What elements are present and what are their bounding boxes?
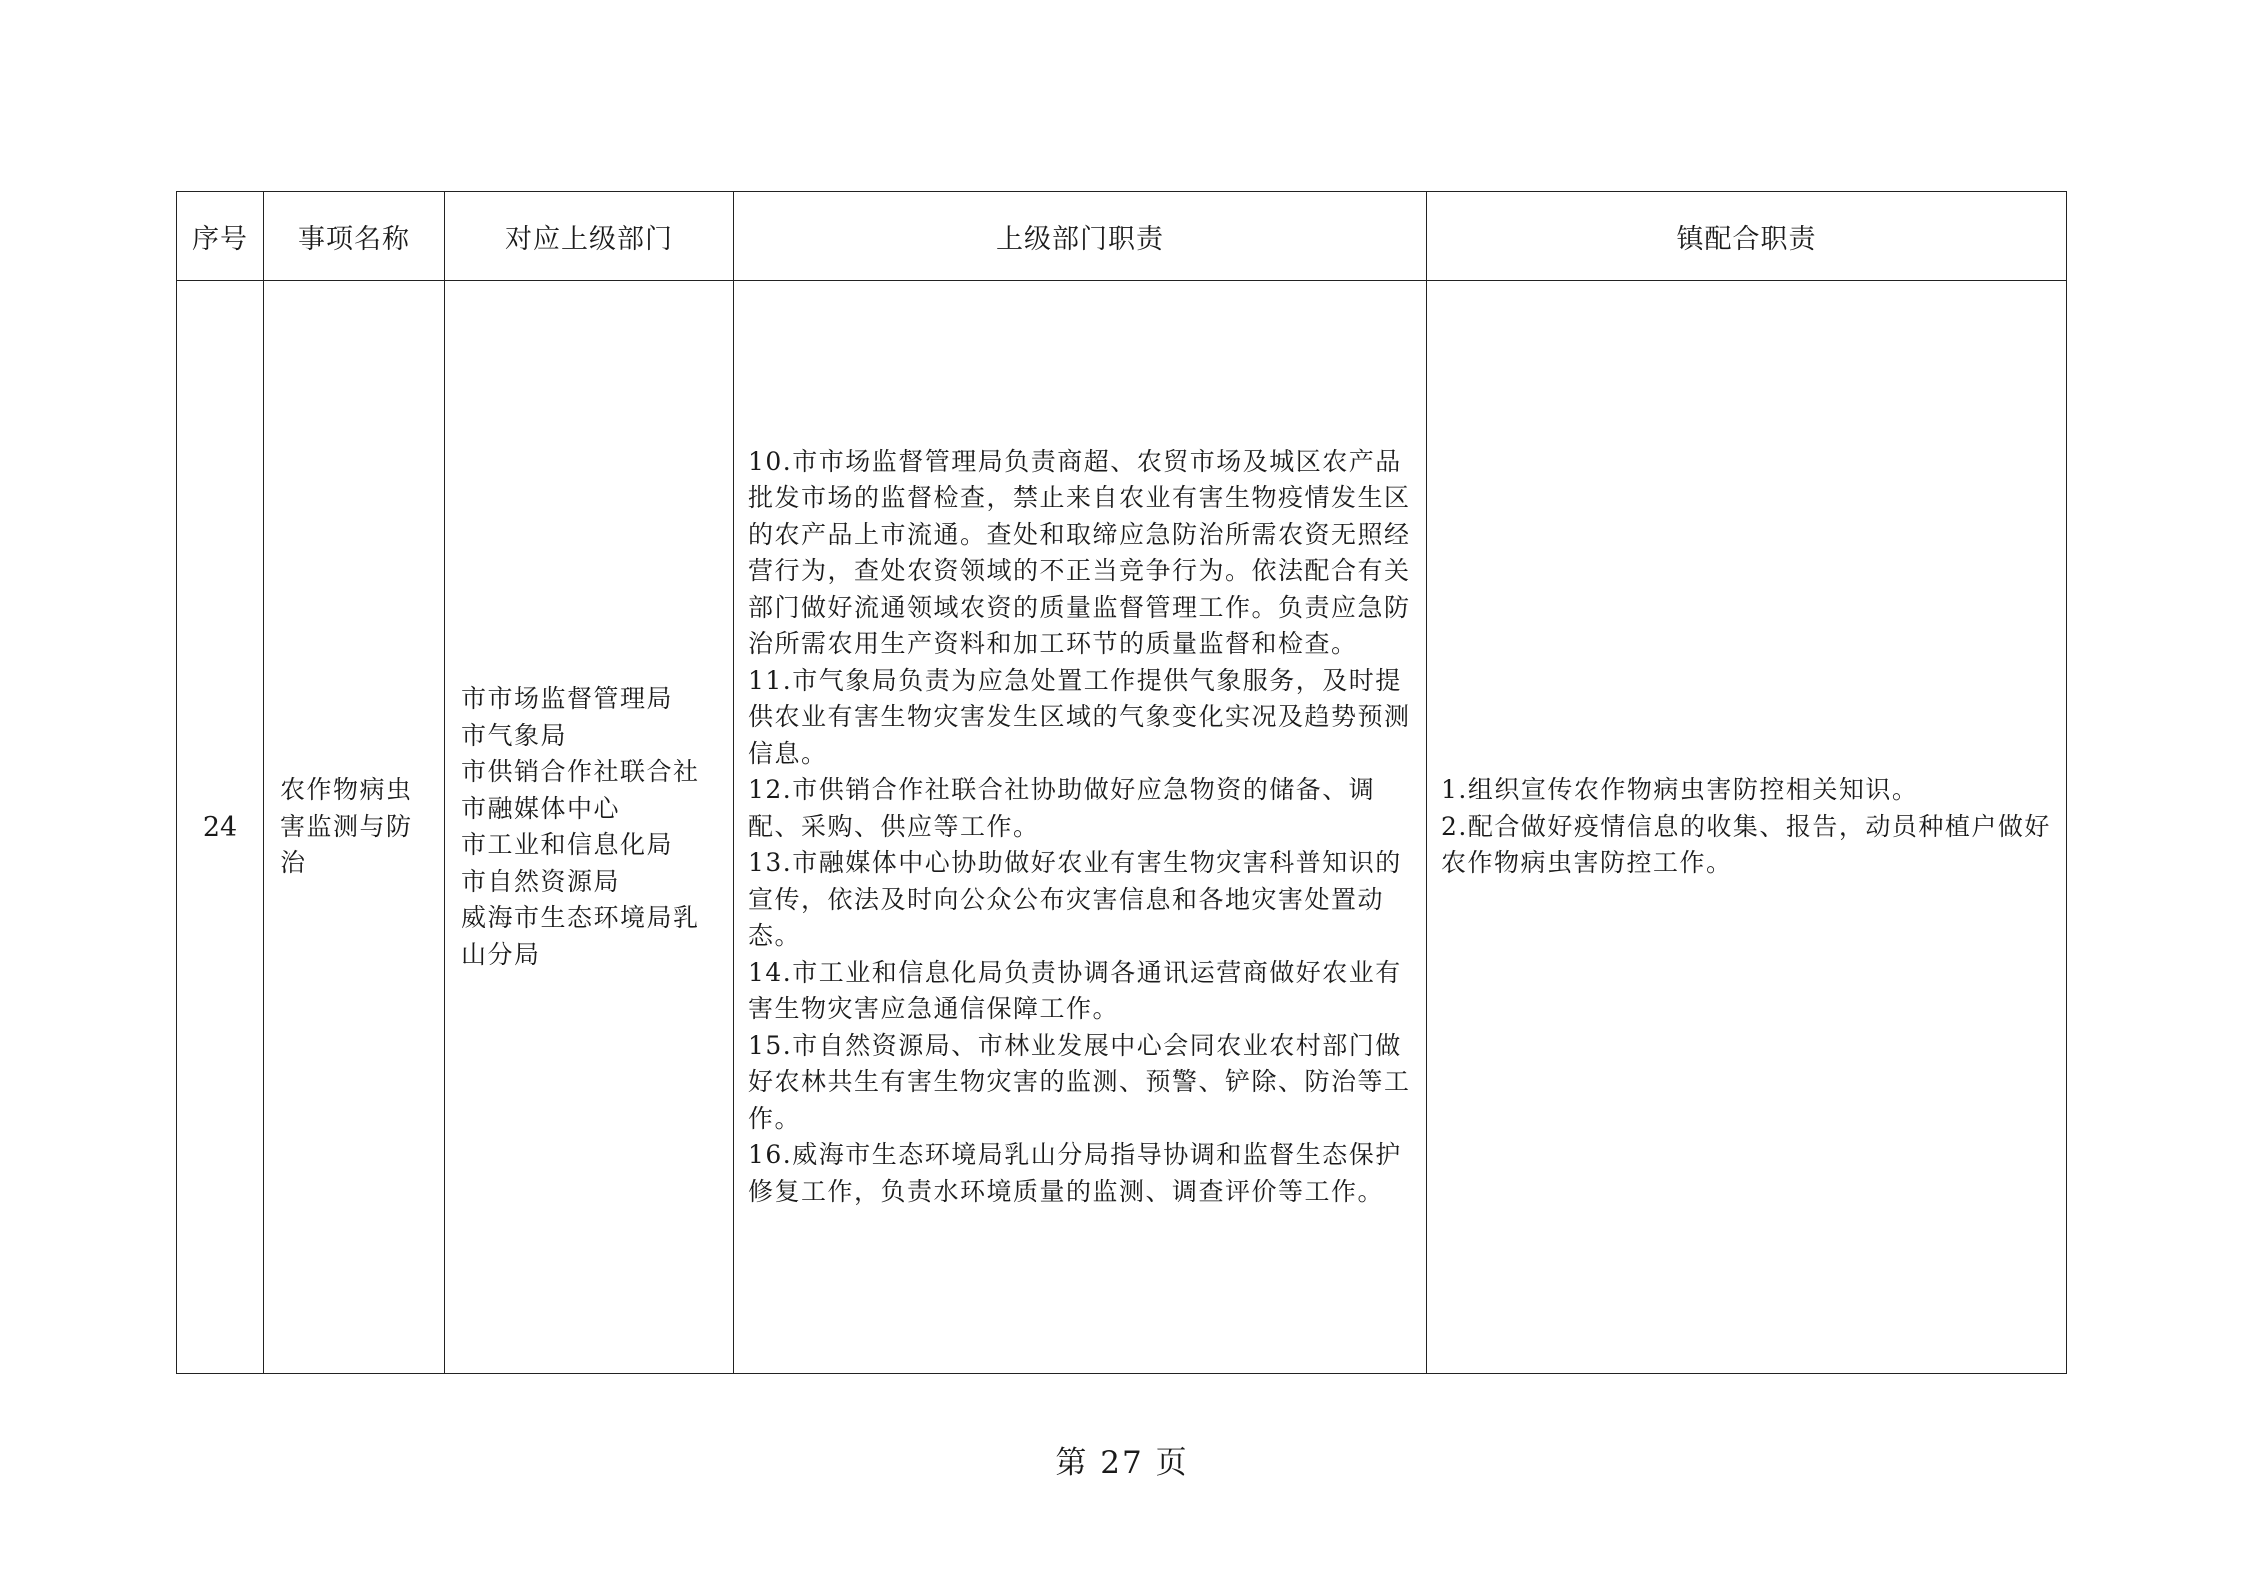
duty-paragraph: 16.威海市生态环境局乳山分局指导协调和监督生态保护修复工作，负责水环境质量的监测、调查评价等工作。	[748, 1140, 1402, 1206]
department-line: 市供销合作社联合社	[461, 757, 700, 786]
row-departments-cell	[445, 281, 734, 1374]
duty-paragraph: 10.市市场监督管理局负责商超、农贸市场及城区农产品批发市场的监督检查，禁止来自农业有害生物疫情发生区的农产品上市流通。查处和取缔应急防治所需农资无照经营行为，查处农资领域的不正当竞争行为。依法配合有关部门做好流通领域农资的质量监督管理工作。负责应急防治所需农用生产资料和加工环节的质量监督和检查。	[748, 446, 1411, 659]
duty-paragraph: 12.市供销合作社联合社协助做好应急物资的储备、调配、采购、供应等工作。	[748, 775, 1376, 841]
header-superior-department: 对应上级部门	[445, 192, 734, 281]
duty-paragraph: 11.市气象局负责为应急处置工作提供气象服务，及时提供农业有害生物灾害发生区域的气象变化实况及趋势预测信息。	[748, 665, 1411, 768]
page-number	[0, 1437, 2244, 1482]
responsibility-table	[176, 191, 2067, 1374]
duty-paragraph: 14.市工业和信息化局负责协调各通讯运营商做好农业有害生物灾害应急通信保障工作。	[748, 957, 1402, 1024]
department-line: 市融媒体中心	[461, 793, 621, 823]
row-seq: 24	[177, 281, 264, 1374]
duty-paragraph: 13.市融媒体中心协助做好农业有害生物灾害科普知识的宣传，依法及时向公众公布灾害信息和各地灾害处置动态。	[748, 848, 1402, 951]
duty-paragraph: 15.市自然资源局、市林业发展中心会同农业农村部门做好农林共生有害生物灾害的监测、预警、铲除、防治等工作。	[748, 1030, 1411, 1133]
row-town-duties-cell	[1427, 281, 2067, 1374]
page-number-value: 27	[1100, 1445, 1144, 1481]
department-line: 市气象局	[461, 720, 568, 750]
row-item-name-cell	[264, 281, 445, 1374]
town-duty-paragraph: 1.组织宣传农作物病虫害防控相关知识。	[1441, 775, 1919, 805]
row-duties-cell	[734, 281, 1427, 1374]
department-line: 威海市生态环境局乳山分局	[461, 903, 700, 969]
header-superior-duties: 上级部门职责	[734, 192, 1427, 281]
table-row	[177, 281, 2067, 1374]
header-town-duties: 镇配合职责	[1427, 192, 2067, 281]
table-header-row	[177, 192, 2067, 281]
town-duty-paragraph: 2.配合做好疫情信息的收集、报告，动员种植户做好农作物病虫害防控工作。	[1441, 811, 2051, 878]
department-line: 市工业和信息化局	[461, 830, 674, 859]
row-item-name: 农作物病虫害监测与防治	[280, 775, 413, 878]
department-line: 市市场监督管理局	[461, 684, 674, 713]
header-seq: 序号	[177, 192, 264, 281]
page-number-prefix: 第	[1055, 1445, 1089, 1481]
page-number-suffix: 页	[1155, 1445, 1189, 1481]
header-item-name: 事项名称	[264, 192, 445, 281]
department-line: 市自然资源局	[461, 866, 621, 896]
